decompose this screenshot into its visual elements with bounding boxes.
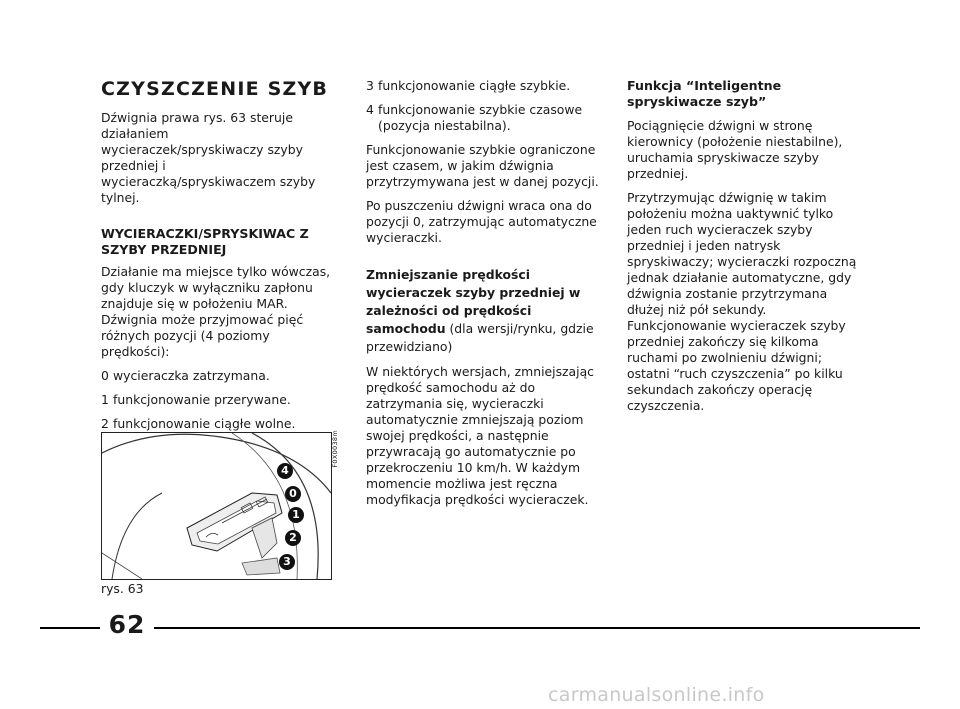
list-item-number: 3 (366, 78, 374, 93)
list-item-text: funkcjonowanie przerywane. (113, 392, 291, 407)
paragraph: Funkcjonowanie szybkie ograniczone jest czasem, w jakim dźwignia przytrzymywana jest w danej pozycji. (366, 142, 599, 189)
list-item-text: funkcjonowanie szybkie czasowe (pozycja niestabilna). (378, 102, 583, 133)
list-item (366, 78, 602, 94)
list-item (101, 416, 333, 432)
marker-1: 1 (288, 507, 304, 523)
paragraph: W niektórych wersjach, zmniejszając prędkość samochodu aż do zatrzymania się, wycieraczki automatycznie zmniejszają poziom swojej prędkości, a następnie przywracają go automatycznie po przekroczeniu 10 km/h. W każdym momencie możliwa jest ręczna modyfikacja prędkości wycieraczek. (366, 364, 594, 507)
marker-4: 4 (277, 463, 293, 479)
list-item (101, 392, 333, 408)
paragraph: Działanie ma miejsce tylko wówczas, gdy kluczyk w wyłączniku zapłonu znajduje się w położeniu MAR. Dźwignia może przyjmować pięć różnych pozycji (4 poziomy prędkości): (101, 264, 331, 359)
list-item-number: 4 (366, 102, 374, 117)
lever-illustration (102, 433, 331, 579)
marker-3: 3 (279, 554, 295, 570)
figure-caption: rys. 63 (101, 581, 144, 596)
column-2 (366, 78, 602, 516)
marker-0: 0 (285, 486, 301, 502)
list-item-text: funkcjonowanie ciągłe szybkie. (378, 78, 571, 93)
paragraph: Przytrzymując dźwignię w takim położeniu można uaktywnić tylko jeden ruch wycieraczek szyby przedniej i jeden natrysk spryskiwaczy; wycieraczki rozpoczną jednak działanie automatyczne, gdy dźwignia zostanie przytrzymana dłużej niż pół sekundy. Funkcjonowanie wycieraczek szyby przedniej zakończy się kilkoma ruchami po zwolnieniu dźwigni; ostatni “ruch czyszczenia” po kilku sekundach zakończy operację czyszczenia. (627, 190, 857, 413)
list-item-number: 0 (101, 368, 109, 383)
subsection-heading-suffix: (dla wersji/rynku, gdzie przewidziano) (366, 321, 594, 354)
section-heading: WYCIERACZKI/SPRYSKIWAC Z SZYBY PRZEDNIEJ (101, 226, 309, 257)
page-number: 62 (108, 610, 146, 639)
intro-paragraph: Dźwignia prawa rys. 63 steruje działaniem wycieraczek/spryskiwaczy szyby przedniej i wycieraczką/spryskiwaczem szyby tylnej. (101, 110, 316, 205)
page-title: CZYSZCZENIE SZYB (101, 78, 329, 100)
list-item (366, 102, 602, 134)
list-item-text: funkcjonowanie ciągłe wolne. (113, 416, 296, 431)
marker-2: 2 (285, 530, 301, 546)
column-3 (627, 78, 863, 422)
list-item-number: 1 (101, 392, 109, 407)
subsection-heading-bold: Zmniejszanie prędkości wycieraczek szyby przedniej w zależności od prędkości samochodu (366, 267, 581, 336)
paragraph: Po puszczeniu dźwigni wraca ona do pozycji 0, zatrzymując automatyczne wycieraczki. (366, 198, 597, 245)
subsection-heading (366, 266, 602, 356)
watermark: carmanualsonline.info (548, 684, 765, 706)
footer-rule-left (40, 627, 100, 629)
figure-wiper-lever (101, 432, 332, 580)
subsection-heading: Funkcja “Inteligentne spryskiwacze szyb” (627, 78, 782, 109)
list-item-text: wycieraczka zatrzymana. (113, 368, 270, 383)
figure-code: F0X0038m (331, 430, 339, 468)
footer-rule-right (154, 627, 920, 629)
list-item (101, 368, 333, 384)
list-item-number: 2 (101, 416, 109, 431)
paragraph: Pociągnięcie dźwigni w stronę kierownicy (położenie niestabilne), uruchamia spryskiwacze szyby przedniej. (627, 118, 843, 181)
column-1 (101, 78, 333, 440)
